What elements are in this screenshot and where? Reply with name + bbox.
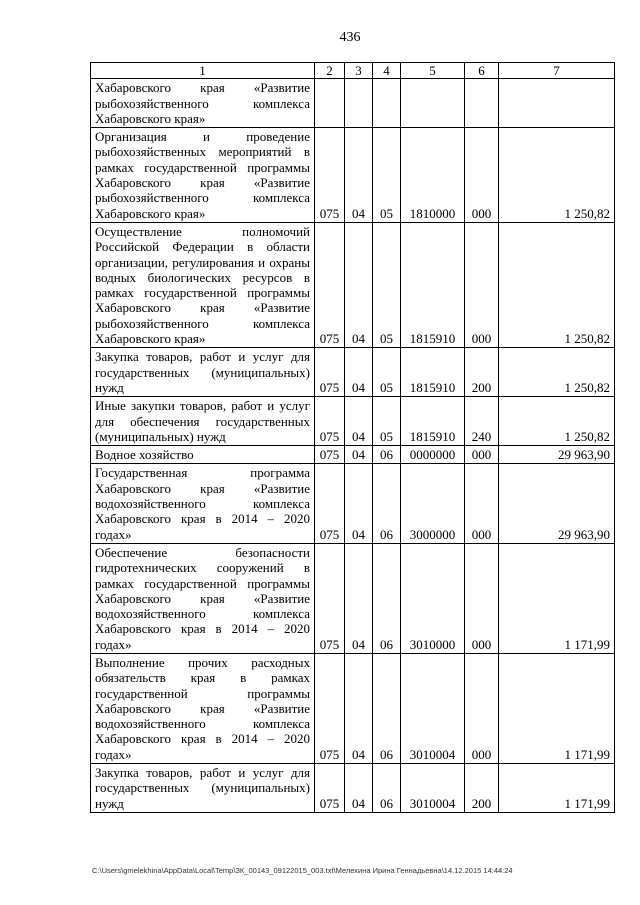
table-row xyxy=(91,348,615,397)
target-article-cell xyxy=(401,79,465,128)
code-subsection-cell xyxy=(373,79,401,128)
target-article-cell: 1810000 xyxy=(401,128,465,223)
row-name-cell: Закупка товаров, работ и услуг для государственных (муниципальных) нужд xyxy=(91,764,315,813)
target-article-cell: 3010000 xyxy=(401,543,465,653)
code-subsection-cell: 05 xyxy=(373,348,401,397)
amount-cell: 1 171,99 xyxy=(499,543,615,653)
amount-cell: 1 250,82 xyxy=(499,348,615,397)
row-name-cell: Хабаровского края «Развитие рыбохозяйственного комплекса Хабаровского края» xyxy=(91,79,315,128)
code-section-cell: 04 xyxy=(345,653,373,763)
table-row xyxy=(91,764,615,813)
code-admin-cell xyxy=(315,79,345,128)
table-row xyxy=(91,128,615,223)
row-name-cell: Выполнение прочих расходных обязательств края в рамках государственной программы Хабаровского края «Развитие водохозяйственного комплекса Хабаровского края в 2014 – 2020 годах» xyxy=(91,653,315,763)
code-section-cell: 04 xyxy=(345,446,373,464)
table-row xyxy=(91,464,615,543)
code-section-cell: 04 xyxy=(345,464,373,543)
expense-type-cell xyxy=(465,79,499,128)
code-subsection-cell: 06 xyxy=(373,464,401,543)
code-section-cell: 04 xyxy=(345,543,373,653)
table-row xyxy=(91,397,615,446)
row-name-cell: Закупка товаров, работ и услуг для государственных (муниципальных) нужд xyxy=(91,348,315,397)
header-cell: 7 xyxy=(499,63,615,79)
code-admin-cell: 075 xyxy=(315,464,345,543)
expense-type-cell: 000 xyxy=(465,222,499,347)
code-section-cell xyxy=(345,79,373,128)
budget-table xyxy=(90,62,615,813)
code-section-cell: 04 xyxy=(345,764,373,813)
table-row xyxy=(91,653,615,763)
code-admin-cell: 075 xyxy=(315,764,345,813)
header-cell: 2 xyxy=(315,63,345,79)
code-section-cell: 04 xyxy=(345,222,373,347)
expense-type-cell: 200 xyxy=(465,348,499,397)
code-admin-cell: 075 xyxy=(315,397,345,446)
code-section-cell: 04 xyxy=(345,397,373,446)
header-cell: 3 xyxy=(345,63,373,79)
code-subsection-cell: 05 xyxy=(373,222,401,347)
table-row xyxy=(91,543,615,653)
amount-cell: 1 171,99 xyxy=(499,653,615,763)
file-path-footer: C:\Users\gmelekhina\AppData\Local\Temp\ЗК_00143_09122015_003.txt\Мелехина Ирина Геннадьевна\14.12.2015 14:44:24 xyxy=(92,866,513,875)
table-row xyxy=(91,446,615,464)
page-number: 436 xyxy=(339,30,361,45)
code-admin-cell: 075 xyxy=(315,446,345,464)
row-name-cell: Обеспечение безопасности гидротехнических сооружений в рамках государственной программы Хабаровского края «Развитие водохозяйственного комплекса Хабаровского края в 2014 – 2020 годах» xyxy=(91,543,315,653)
target-article-cell: 1815910 xyxy=(401,397,465,446)
expense-type-cell: 000 xyxy=(465,128,499,223)
code-admin-cell: 075 xyxy=(315,543,345,653)
expense-type-cell: 240 xyxy=(465,397,499,446)
code-admin-cell: 075 xyxy=(315,222,345,347)
target-article-cell: 0000000 xyxy=(401,446,465,464)
table-header-row xyxy=(91,63,615,79)
row-name-cell: Иные закупки товаров, работ и услуг для обеспечения государственных (муниципальных) нужд xyxy=(91,397,315,446)
code-subsection-cell: 06 xyxy=(373,446,401,464)
row-name-cell: Водное хозяйство xyxy=(91,446,315,464)
expense-type-cell: 000 xyxy=(465,543,499,653)
header-cell: 5 xyxy=(401,63,465,79)
target-article-cell: 3010004 xyxy=(401,764,465,813)
expense-type-cell: 000 xyxy=(465,653,499,763)
row-name-cell: Государственная программа Хабаровского края «Развитие водохозяйственного комплекса Хабаровского края в 2014 – 2020 годах» xyxy=(91,464,315,543)
amount-cell: 29 963,90 xyxy=(499,446,615,464)
header-cell: 1 xyxy=(91,63,315,79)
header-cell: 6 xyxy=(465,63,499,79)
code-subsection-cell: 05 xyxy=(373,128,401,223)
expense-type-cell: 200 xyxy=(465,764,499,813)
amount-cell: 29 963,90 xyxy=(499,464,615,543)
code-subsection-cell: 06 xyxy=(373,653,401,763)
header-cell: 4 xyxy=(373,63,401,79)
table-row xyxy=(91,79,615,128)
table-row xyxy=(91,222,615,347)
target-article-cell: 3010004 xyxy=(401,653,465,763)
amount-cell: 1 250,82 xyxy=(499,397,615,446)
code-section-cell: 04 xyxy=(345,348,373,397)
target-article-cell: 3000000 xyxy=(401,464,465,543)
code-admin-cell: 075 xyxy=(315,653,345,763)
code-section-cell: 04 xyxy=(345,128,373,223)
code-admin-cell: 075 xyxy=(315,128,345,223)
expense-type-cell: 000 xyxy=(465,464,499,543)
target-article-cell: 1815910 xyxy=(401,348,465,397)
code-subsection-cell: 05 xyxy=(373,397,401,446)
target-article-cell: 1815910 xyxy=(401,222,465,347)
code-admin-cell: 075 xyxy=(315,348,345,397)
amount-cell xyxy=(499,79,615,128)
row-name-cell: Осуществление полномочий Российской Федерации в области организации, регулирования и охраны водных биологических ресурсов в рамках государственной программы Хабаровского края «Развитие рыбохозяйственного комплекса Хабаровского края» xyxy=(91,222,315,347)
expense-type-cell: 000 xyxy=(465,446,499,464)
row-name-cell: Организация и проведение рыбохозяйственных мероприятий в рамках государственной программы Хабаровского края «Развитие рыбохозяйственного комплекса Хабаровского края» xyxy=(91,128,315,223)
code-subsection-cell: 06 xyxy=(373,764,401,813)
code-subsection-cell: 06 xyxy=(373,543,401,653)
amount-cell: 1 250,82 xyxy=(499,128,615,223)
amount-cell: 1 171,99 xyxy=(499,764,615,813)
amount-cell: 1 250,82 xyxy=(499,222,615,347)
